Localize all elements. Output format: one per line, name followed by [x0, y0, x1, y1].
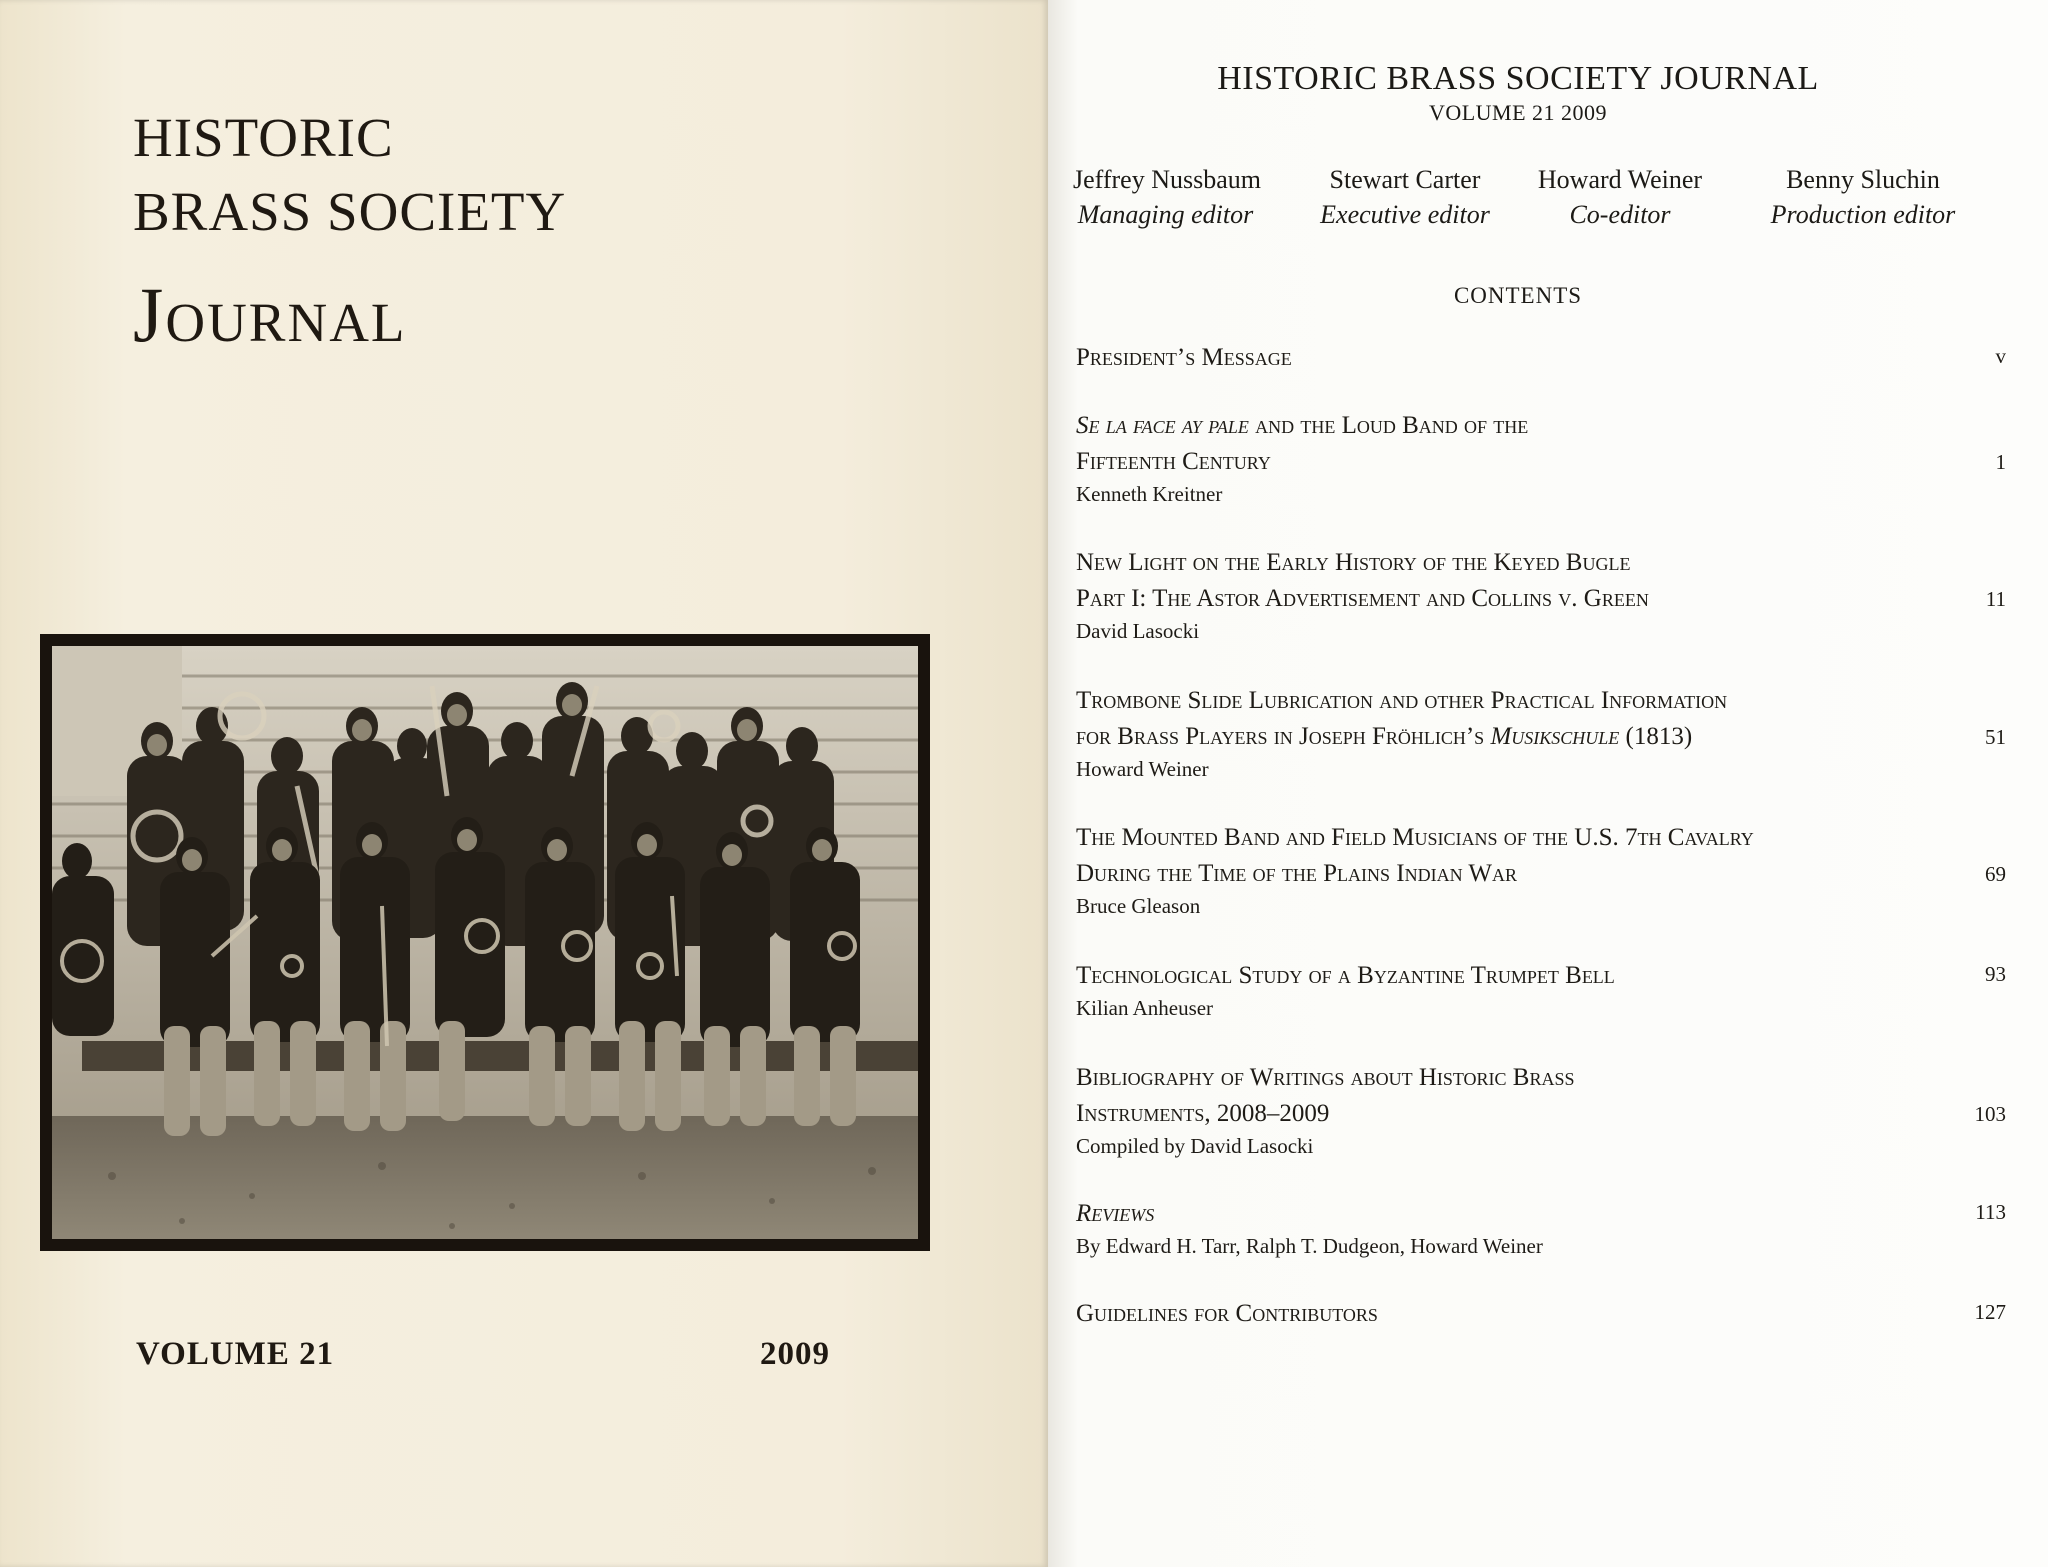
contents-entry [1076, 408, 2006, 508]
entry-title-italic: Se la face ay pale [1076, 412, 1249, 439]
entry-title-line-2 [1076, 719, 2006, 755]
entry-author: Howard Weiner [1076, 757, 1209, 781]
editor-role: Production editor [1770, 200, 1956, 229]
entry-author: By Edward H. Tarr, Ralph T. Dudgeon, Howard Weiner [1076, 1234, 1543, 1258]
cover-title-line-1: HISTORIC [133, 107, 394, 168]
entry-title-italic: Musikschule [1490, 723, 1620, 750]
cover-volume: VOLUME 21 [136, 1336, 335, 1372]
entry-author: Bruce Gleason [1076, 894, 1201, 918]
cover-year: 2009 [760, 1336, 830, 1372]
entry-title: The Mounted Band and Field Musicians of the U.S. 7th Cavalry [1076, 824, 1754, 851]
volume-line: VOLUME 21 2009 [1428, 100, 1608, 125]
entry-title [1076, 1196, 2006, 1232]
contents-entry [1076, 1060, 2006, 1160]
contents-entry [1076, 1196, 2006, 1260]
cover-title-line-2: BRASS SOCIETY [133, 181, 567, 242]
entry-title [1076, 408, 2006, 444]
contents-entry [1076, 340, 2006, 376]
contents-entry [1076, 683, 2006, 783]
editor-name: Benny Sluchin [1786, 165, 1940, 194]
journal-title: HISTORIC BRASS SOCIETY JOURNAL [1217, 60, 1819, 97]
editor-name: Jeffrey Nussbaum [1073, 165, 1261, 194]
contents-entry [1076, 958, 2006, 1022]
editor-managing [1073, 165, 1261, 230]
entry-author: Compiled by David Lasocki [1076, 1134, 1314, 1158]
entry-page: 11 [1985, 587, 2006, 611]
entry-page: 127 [1974, 1300, 2006, 1324]
editor-co [1520, 165, 1720, 230]
entry-title-line-2: Fifteenth Century [1076, 448, 1271, 475]
entry-title-line-2: Instruments, 2008–2009 [1076, 1100, 1330, 1127]
entry-title-rest: and the Loud Band of the [1248, 412, 1529, 439]
entry-title: Guidelines for Contributors [1076, 1300, 1378, 1327]
cover-title-line-3: Journal [133, 271, 407, 358]
entry-page: 93 [1985, 962, 2006, 986]
entry-page: 103 [1974, 1102, 2006, 1126]
contents-page [1048, 0, 2048, 1567]
entry-author: Kilian Anheuser [1076, 996, 1214, 1020]
band-photograph [40, 634, 930, 1251]
band-photograph-image [52, 646, 918, 1239]
entry-title: Bibliography of Writings about Historic Brass [1076, 1064, 1575, 1091]
entry-title-pre: for Brass Players in Joseph Fröhlich’s [1076, 723, 1491, 750]
editor-role: Executive editor [1320, 200, 1490, 229]
entry-title: Trombone Slide Lubrication and other Practical Information [1076, 687, 1728, 714]
entry-page: 69 [1985, 862, 2006, 886]
entry-title-post: (1813) [1619, 723, 1693, 750]
entry-page: 1 [1995, 450, 2006, 474]
entry-page: 51 [1985, 725, 2006, 749]
contents-entry [1076, 545, 2006, 645]
editor-name: Stewart Carter [1329, 165, 1481, 194]
entry-title: President’s Message [1076, 344, 1292, 371]
contents-heading: CONTENTS [1453, 283, 1583, 308]
entry-author: David Lasocki [1076, 619, 1200, 643]
entry-title-italic: Reviews [1076, 1200, 1155, 1227]
editor-executive [1310, 165, 1500, 230]
editor-production [1748, 165, 1978, 230]
editor-name: Howard Weiner [1537, 165, 1703, 194]
entry-page: v [1995, 344, 2006, 368]
contents-entry [1076, 1296, 2006, 1332]
entry-page: 113 [1975, 1200, 2006, 1224]
entry-title: Technological Study of a Byzantine Trumpet Bell [1076, 962, 1615, 989]
entry-author: Kenneth Kreitner [1076, 482, 1223, 506]
contents-entry [1076, 820, 2006, 920]
entry-title: New Light on the Early History of the Keyed Bugle [1076, 549, 1631, 576]
editor-role: Co-editor [1569, 200, 1671, 229]
entry-title-line-2: During the Time of the Plains Indian War [1076, 860, 1517, 887]
entry-title-line-2: Part I: The Astor Advertisement and Collins v. Green [1076, 585, 1649, 612]
editor-role: Managing editor [1077, 200, 1254, 229]
